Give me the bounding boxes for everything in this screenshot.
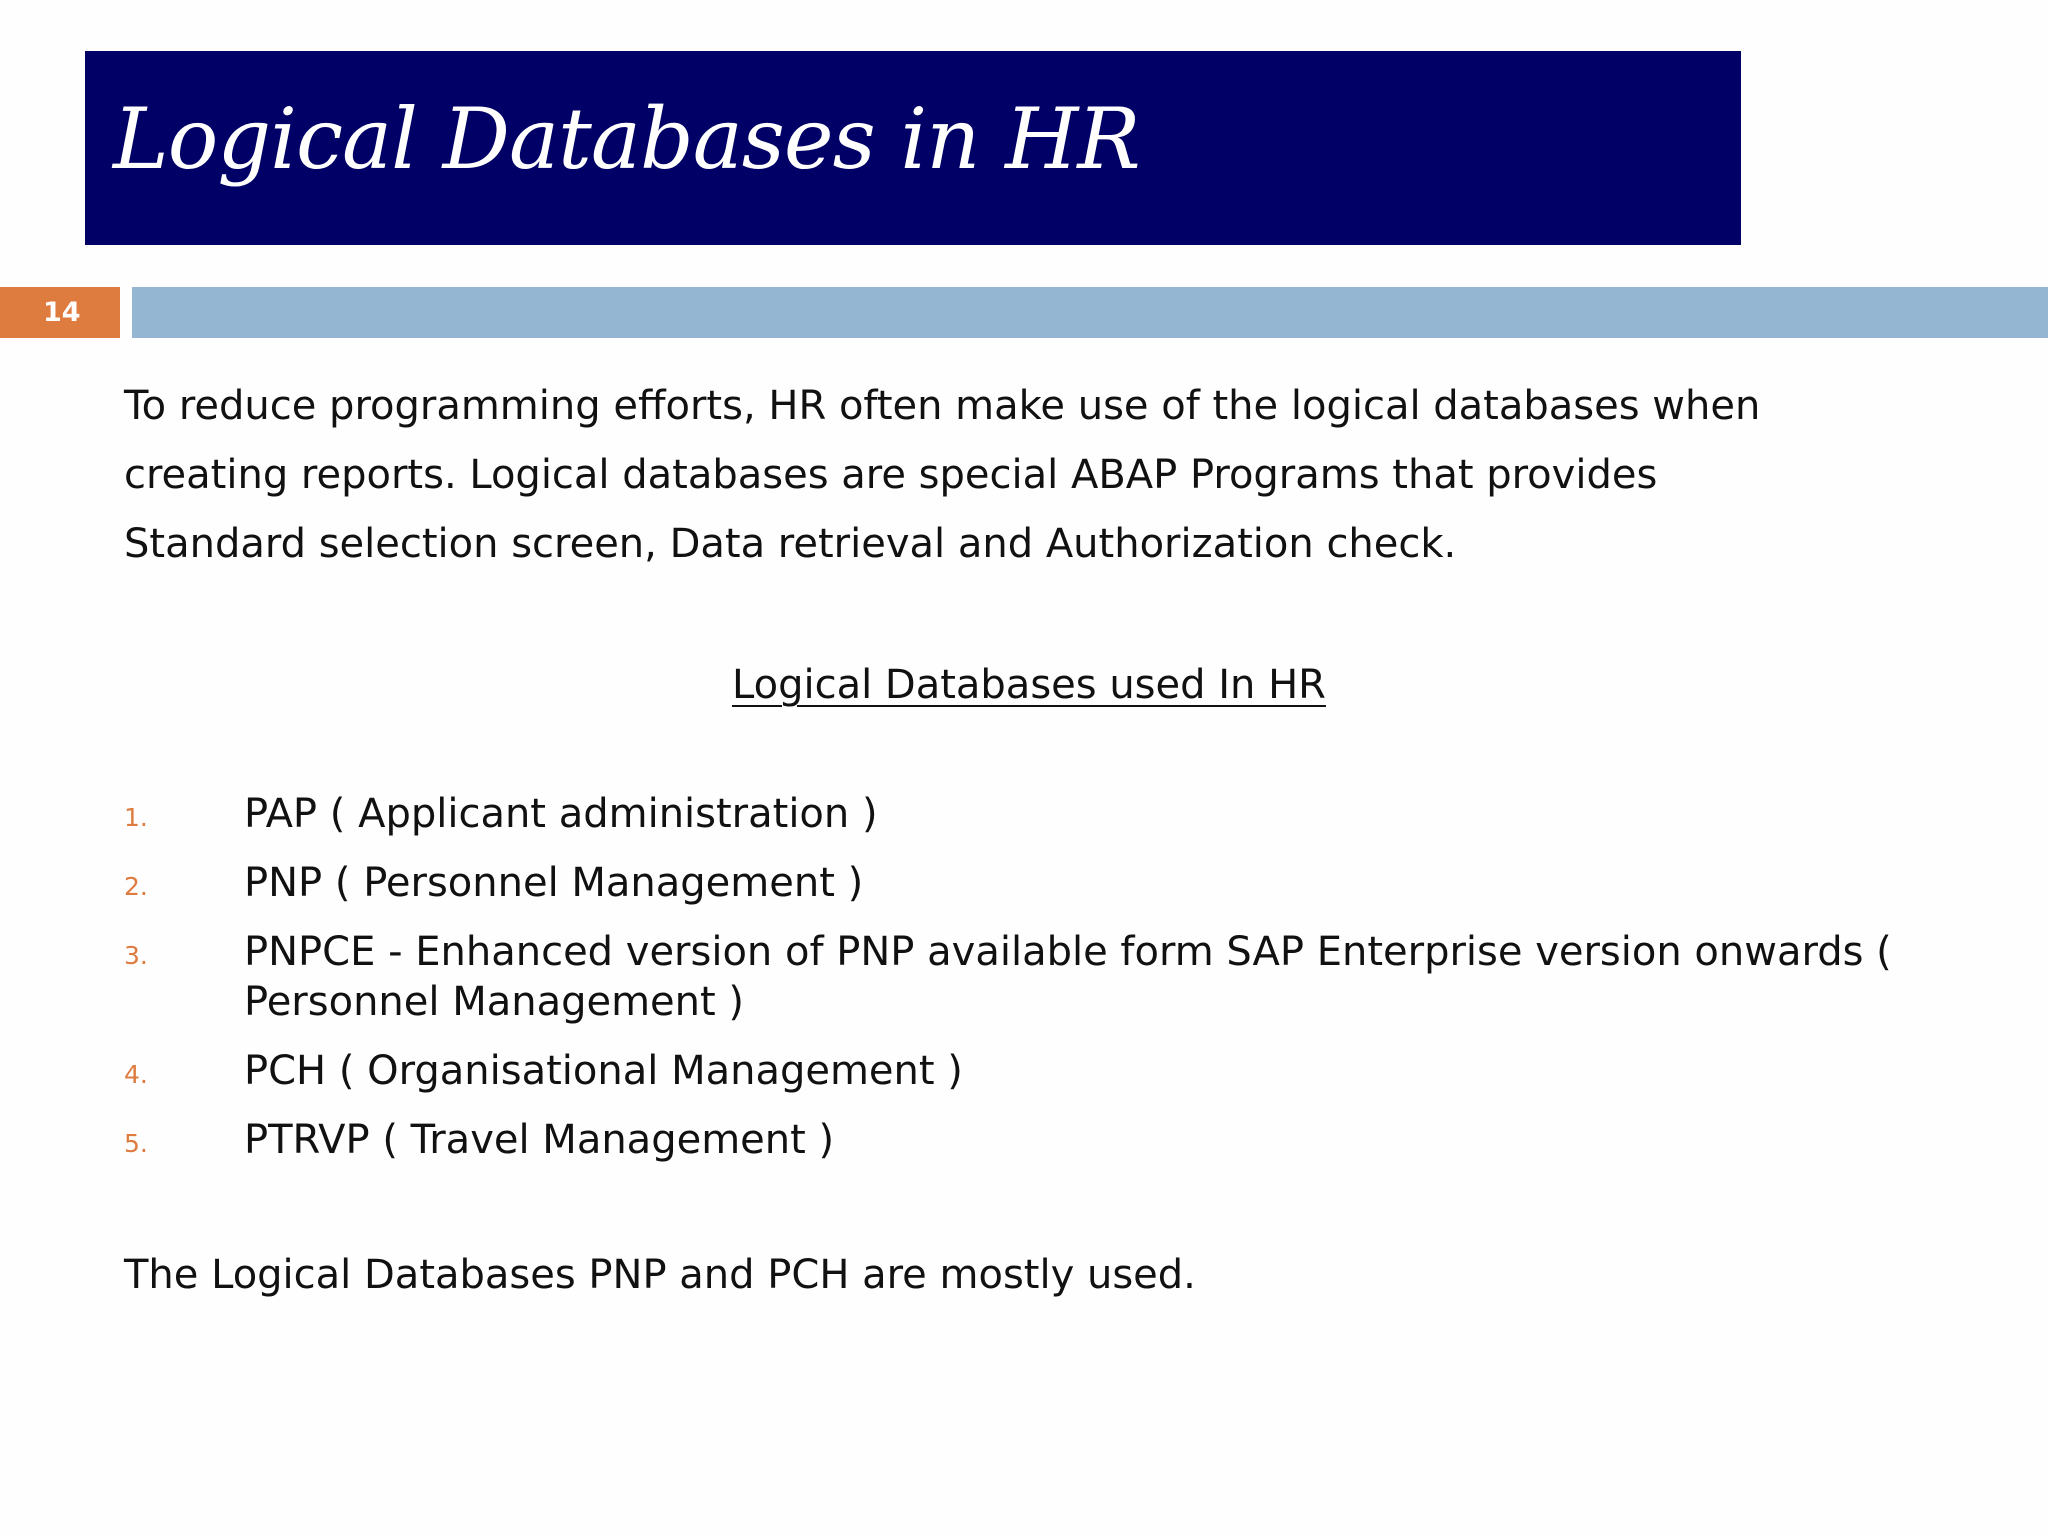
list-item: [124, 789, 2044, 839]
list-item-text: PAP ( Applicant administration ): [244, 791, 878, 837]
list-item-text: PTRVP ( Travel Management ): [244, 1117, 835, 1163]
intro-paragraph: To reduce programming efforts, HR often make use of the logical databases when creating reports. Logical databases are special ABAP Programs that provides Standard selection screen, Data retrieval and Authorization check.: [124, 383, 1761, 567]
list-item: [124, 1046, 2044, 1096]
list-item-number: 1.: [124, 803, 148, 832]
title-banner: [85, 51, 1741, 245]
subheading-text: Logical Databases used In HR: [732, 662, 1326, 708]
list-item-text: PNP ( Personnel Management ): [244, 860, 864, 906]
list-item: [124, 927, 2044, 1027]
slide-title: Logical Databases in HR: [113, 90, 1140, 188]
list-item-number: 3.: [124, 941, 148, 970]
accent-bar: [132, 287, 2048, 338]
list-item-number: 4.: [124, 1060, 148, 1089]
database-list: [124, 789, 1984, 1165]
list-item-text: PNPCE - Enhanced version of PNP available form SAP Enterprise version onwards ( Personnel Management ): [244, 929, 1892, 1025]
subheading: [124, 657, 1934, 713]
list-item-number: 2.: [124, 872, 148, 901]
slide-content: [124, 372, 1984, 1303]
closing-paragraph: The Logical Databases PNP and PCH are mostly used.: [124, 1252, 1196, 1298]
slide-number: 14: [0, 287, 120, 338]
list-item-text: PCH ( Organisational Management ): [244, 1048, 963, 1094]
list-item: [124, 1115, 2044, 1165]
list-item-number: 5.: [124, 1129, 148, 1158]
list-item: [124, 858, 2044, 908]
